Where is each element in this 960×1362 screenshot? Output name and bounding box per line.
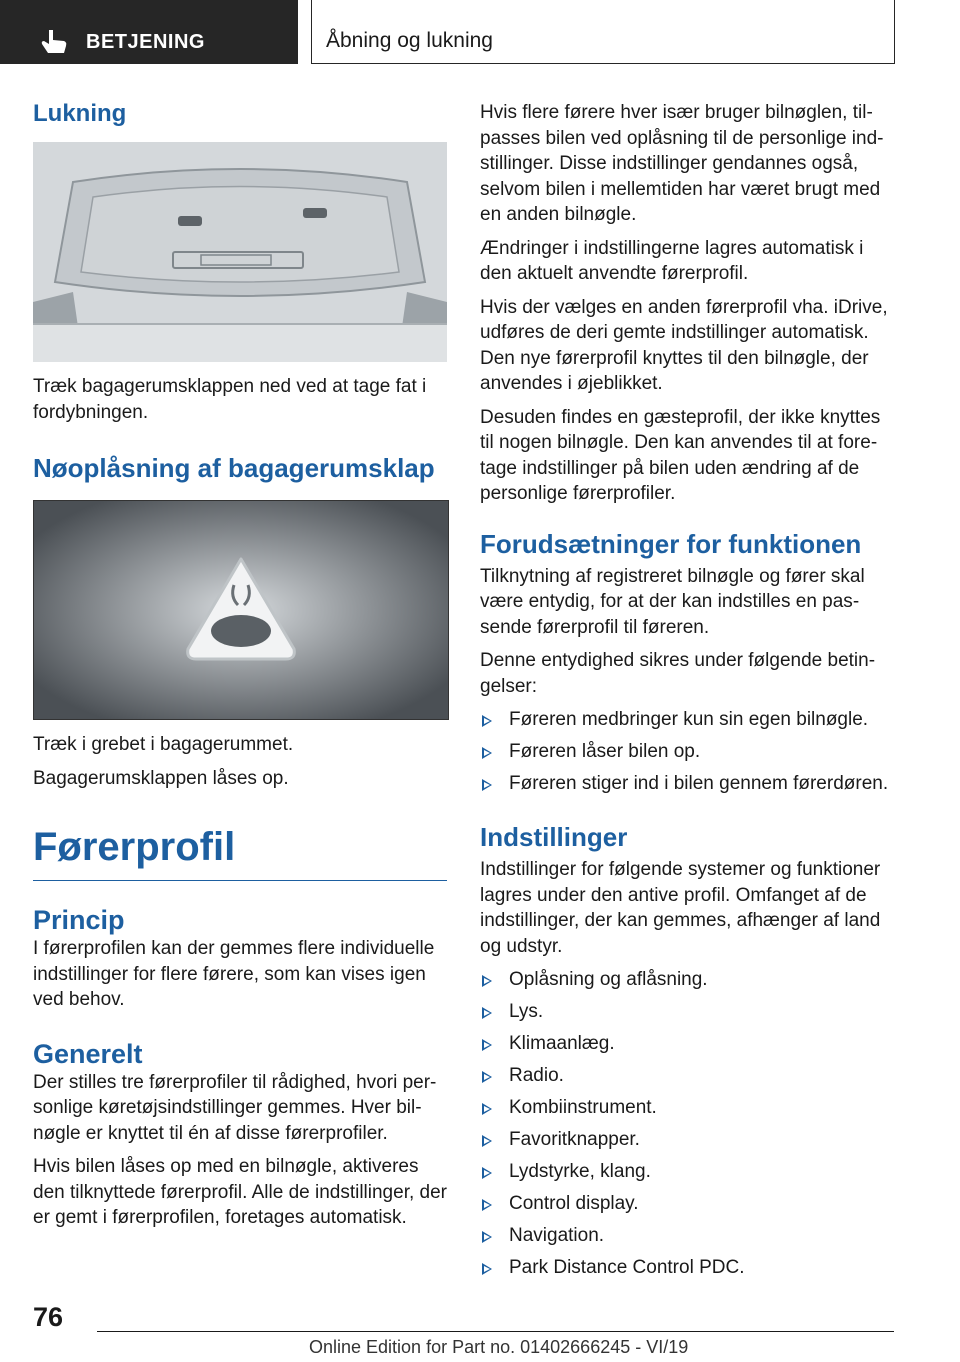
section-title: BETJENING [86, 31, 205, 53]
right-column [480, 100, 890, 1287]
heading-princip: Princip [33, 905, 125, 935]
list-item: Lys. [480, 999, 890, 1024]
emergency-release-illustration [33, 500, 449, 720]
left-column [33, 100, 447, 1239]
bullet-triangle-icon [482, 1199, 492, 1211]
right-paragraph-4: Desuden findes en gæsteprofil, der ikke knyttes til nogen bilnøgle. Den kan anvendes til at foretage indstillinger på bilen uden ændring af de personlige førerprofiler. [480, 406, 881, 504]
forudsaetninger-text-2: Denne entydighed sikres under følgende betingelser: [480, 650, 876, 697]
bullet-triangle-icon [482, 1167, 492, 1179]
bullet-triangle-icon [482, 1103, 492, 1115]
hand-pointer-icon [40, 28, 68, 54]
heading-nodoplasning: Nøoplåsning af bagagerumsklap [33, 453, 435, 483]
conditions-list [480, 707, 890, 796]
bullet-triangle-icon [482, 1007, 492, 1019]
chapter-title: Åbning og lukning [326, 29, 493, 52]
settings-list [480, 967, 890, 1280]
list-item: Radio. [480, 1063, 890, 1088]
list-item: Føreren låser bilen op. [480, 739, 890, 764]
indstillinger-text: Indstillinger for følgende systemer og funktioner lagres under den antive profil. Omfanget af de indstillinger, der kan gemmes, afhænger af land og udstyr. [480, 859, 881, 957]
footer-edition: Online Edition for Part no. 01402666245 - VI/19 [309, 1337, 689, 1357]
page-number: 76 [33, 1302, 64, 1332]
right-paragraph-3: Hvis der vælges en anden førerprofil vha. iDrive, udføres de deri gemte indstillinger automatisk. Den nye førerprofil knyttes til den bilnøgle, der anvendes i øjeblikket. [480, 296, 888, 394]
generelt-text-2: Hvis bilen låses op med en bilnøgle, aktiveres den tilknyttede førerprofil. Alle de indstillinger, der er gemt i førerprofilen, foretages automatisk. [33, 1156, 447, 1228]
caption-lukning: Træk bagagerumsklappen ned ved at tage fat i fordybningen. [33, 376, 427, 423]
bullet-triangle-icon [482, 1231, 492, 1243]
list-item: Lydstyrke, klang. [480, 1159, 890, 1184]
bullet-triangle-icon [482, 747, 492, 759]
list-item: Navigation. [480, 1223, 890, 1248]
right-paragraph-2: Ændringer i indstillingerne lagres automatisk i den aktuelt anvendte førerprofil. [480, 237, 864, 284]
list-item: Klimaanlæg. [480, 1031, 890, 1056]
generelt-text-1: Der stilles tre førerprofiler til rådighed, hvori personlige køretøjsindstillinger gemmes. Hver bilnøgle er knyttet til én af disse førerprofiler. [33, 1071, 437, 1144]
bullet-triangle-icon [482, 1135, 492, 1147]
heading-indstillinger: Indstillinger [480, 822, 628, 852]
emergency-release-drawing [34, 501, 448, 719]
trunk-lid-drawing [33, 142, 447, 362]
nodoplasning-step-1: Træk i grebet i bagagerummet. [33, 734, 294, 755]
right-paragraph-1: Hvis flere førere hver især bruger bilnøglen, tilpasses bilen ved oplåsning til de personlige indstillinger. Disse indstillinger gendannes også, selvom bilen i mellemtiden har været brugt med en anden bilnøgle. [480, 102, 884, 225]
heading-generelt: Generelt [33, 1038, 143, 1069]
bullet-triangle-icon [482, 1263, 492, 1275]
list-item: Favoritknapper. [480, 1127, 890, 1152]
footer-divider [97, 1331, 894, 1332]
bullet-triangle-icon [482, 779, 492, 791]
heading-lukning: Lukning [33, 100, 127, 127]
bullet-triangle-icon [482, 975, 492, 987]
heading-forerprofil: Førerprofil [33, 825, 447, 881]
list-item: Kombiinstrument. [480, 1095, 890, 1120]
list-item: Park Distance Control PDC. [480, 1255, 890, 1280]
forudsaetninger-text-1: Tilknytning af registreret bilnøgle og fører skal være entydig, for at der kan indstilles en passende førerprofil til føreren. [480, 565, 865, 638]
list-item: Føreren medbringer kun sin egen bilnøgle. [480, 707, 890, 732]
heading-forudsaetninger: Forudsætninger for funktionen [480, 528, 862, 559]
bullet-triangle-icon [482, 1039, 492, 1051]
list-item: Føreren stiger ind i bilen gennem førerdøren. [480, 771, 890, 796]
bullet-triangle-icon [482, 715, 492, 727]
header-chapter-tab [311, 0, 895, 64]
nodoplasning-step-2: Bagagerumsklappen låses op. [33, 767, 289, 789]
list-item: Control display. [480, 1191, 890, 1216]
bullet-triangle-icon [482, 1071, 492, 1083]
list-item: Oplåsning og aflåsning. [480, 967, 890, 992]
header-section-tab [0, 0, 298, 64]
princip-text: I førerprofilen kan der gemmes flere individuelle indstillinger for flere førere, som kan vises igen ved behov. [33, 938, 435, 1010]
trunk-lid-illustration [33, 142, 447, 362]
